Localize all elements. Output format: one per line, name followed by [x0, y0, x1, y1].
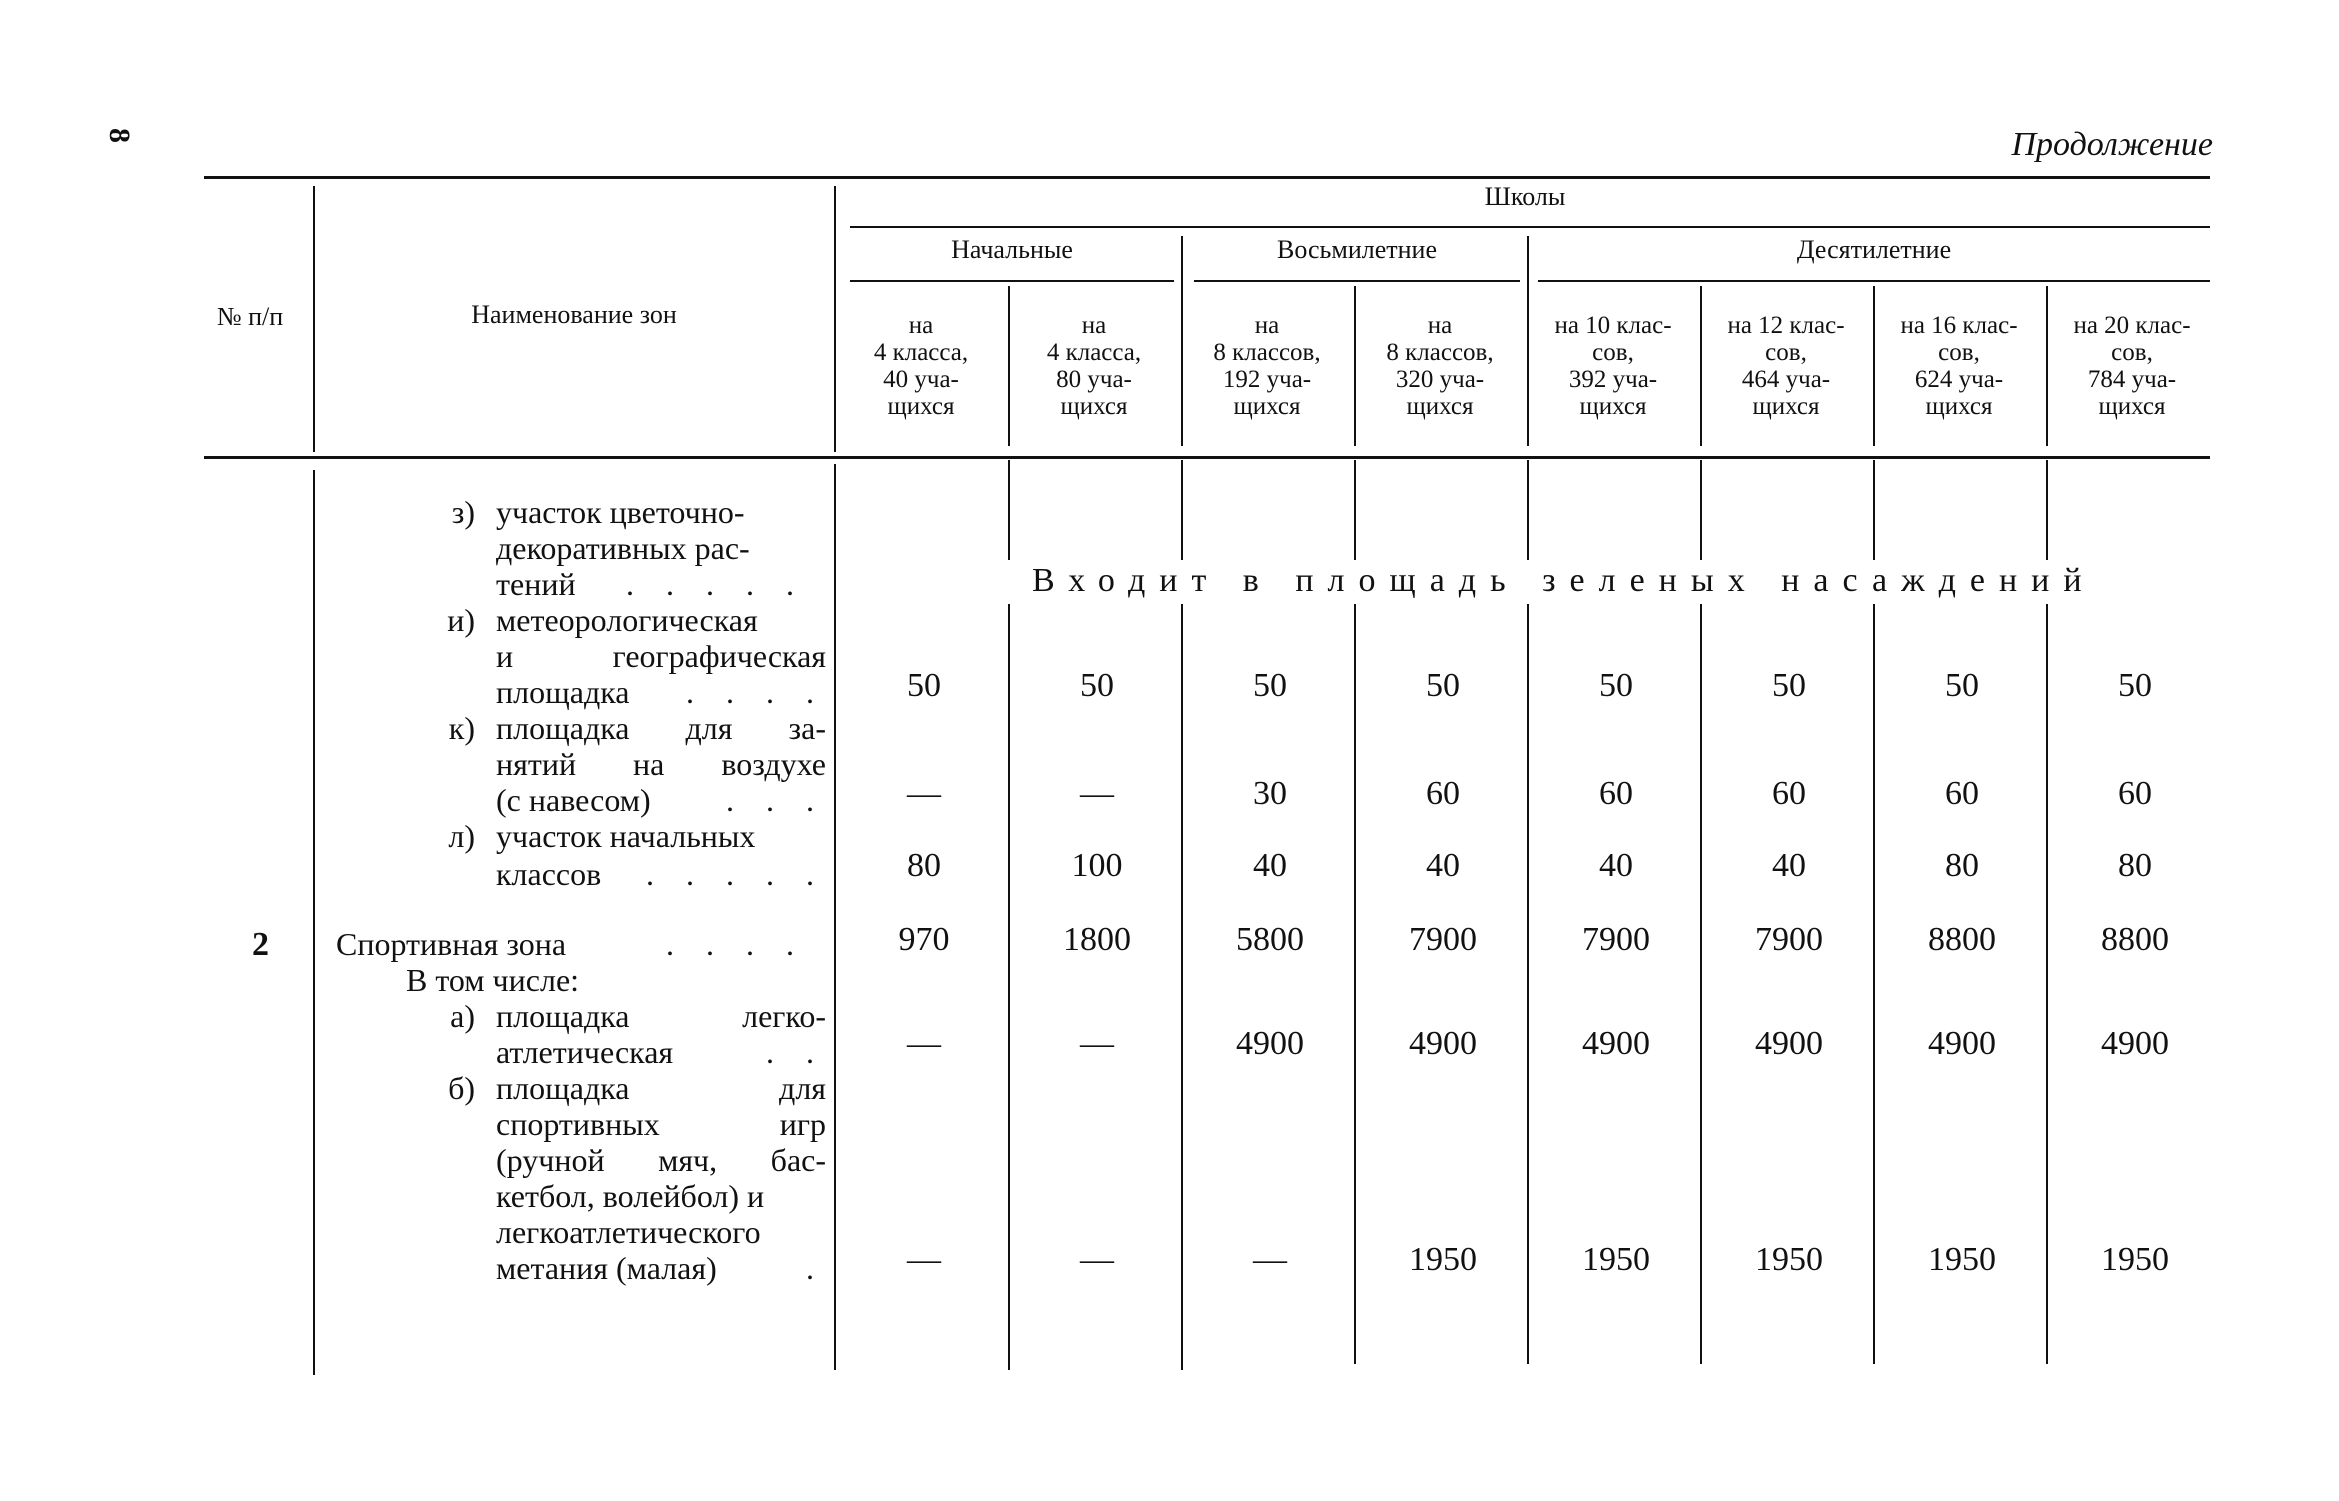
row-b-line-6: метания (малая) — [496, 1250, 717, 1286]
header-col-5: на 10 клас- сов, 392 уча- щихся — [1554, 312, 1672, 420]
cell-a-7: 4900 — [1928, 1025, 1996, 1062]
column-divider — [1527, 460, 1529, 560]
row-l-line-1: участок начальных — [496, 818, 756, 854]
header-num: № п/п — [216, 302, 284, 331]
row-mark-i: и) — [447, 602, 475, 638]
column-divider — [2046, 604, 2048, 1364]
column-divider — [1873, 604, 1875, 1364]
column-divider — [1181, 604, 1183, 1370]
row-b-line-2: спортивных игр — [496, 1106, 826, 1142]
cell-a-5: 4900 — [1582, 1025, 1650, 1062]
cell-k-8: 60 — [2118, 775, 2152, 812]
leader-dots: . . . — [726, 782, 826, 818]
header-col-2: на 4 класса, 80 уча- щихся — [1046, 312, 1142, 420]
cell-l-6: 40 — [1772, 847, 1806, 884]
cell-sport-7: 8800 — [1928, 921, 1996, 958]
row-b-line-5: легкоатлетического — [496, 1214, 761, 1250]
cell-i-6: 50 — [1772, 667, 1806, 704]
column-divider — [1873, 286, 1875, 446]
cell-sport-3: 5800 — [1236, 921, 1304, 958]
cell-k-5: 60 — [1599, 775, 1633, 812]
header-col-7: на 16 клас- сов, 624 уча- щихся — [1900, 312, 2018, 420]
cell-sport-1: 970 — [898, 921, 950, 958]
leader-dots: . . . . — [686, 674, 826, 710]
column-divider — [1354, 604, 1356, 1364]
page-number: 8 — [103, 128, 136, 143]
column-divider — [1008, 286, 1010, 446]
row-sport-line-2: В том числе: — [406, 962, 580, 998]
row-sport-line-1: Спортивная зона — [336, 926, 567, 962]
cell-k-3: 30 — [1253, 775, 1287, 812]
column-divider — [1527, 604, 1529, 1364]
column-divider — [1008, 604, 1010, 1370]
header-schools: Школы — [1484, 182, 1566, 211]
group-underline-ten-year — [1538, 280, 2210, 282]
cell-sport-6: 7900 — [1755, 921, 1823, 958]
column-divider — [834, 186, 836, 452]
header-col-1: на 4 класса, 40 уча- щихся — [873, 312, 969, 420]
header-group-eight-year: Восьмилетние — [1277, 235, 1437, 264]
group-underline-eight-year — [1194, 280, 1520, 282]
cell-sport-2: 1800 — [1063, 921, 1131, 958]
row-z-line-3: тений — [496, 566, 576, 602]
leader-dots: . — [806, 1250, 826, 1286]
column-divider — [1700, 604, 1702, 1364]
continuation-label: Продолжение — [2011, 126, 2213, 163]
table-header-bottom-rule — [204, 456, 2210, 459]
cell-l-5: 40 — [1599, 847, 1633, 884]
row-mark-a: а) — [450, 998, 475, 1034]
cell-l-7: 80 — [1945, 847, 1979, 884]
leader-dots: . . — [766, 1034, 826, 1070]
cell-l-2: 100 — [1071, 847, 1123, 884]
column-divider — [834, 464, 836, 1370]
cell-sport-4: 7900 — [1409, 921, 1477, 958]
row-mark-b: б) — [448, 1070, 475, 1106]
cell-b-2: — — [1080, 1241, 1114, 1278]
cell-b-4: 1950 — [1409, 1241, 1477, 1278]
row-b-line-3: (ручной мяч, бас- — [496, 1142, 826, 1178]
column-divider — [1354, 286, 1356, 446]
header-col-6: на 12 клас- сов, 464 уча- щихся — [1727, 312, 1845, 420]
column-divider — [313, 470, 315, 1375]
cell-b-5: 1950 — [1582, 1241, 1650, 1278]
cell-b-1: — — [907, 1241, 941, 1278]
row-k-line-3: (с навесом) — [496, 782, 651, 818]
cell-k-2: — — [1080, 775, 1114, 812]
cell-a-3: 4900 — [1236, 1025, 1304, 1062]
cell-k-4: 60 — [1426, 775, 1460, 812]
cell-i-8: 50 — [2118, 667, 2152, 704]
cell-a-1: — — [907, 1025, 941, 1062]
cell-sport-5: 7900 — [1582, 921, 1650, 958]
cell-i-4: 50 — [1426, 667, 1460, 704]
cell-l-8: 80 — [2118, 847, 2152, 884]
cell-l-3: 40 — [1253, 847, 1287, 884]
column-divider — [2046, 286, 2048, 446]
header-zone-name: Наименование зон — [471, 300, 677, 329]
row-k-line-1: площадка для за- — [496, 710, 826, 746]
row-a-line-1: площадка легко- — [496, 998, 826, 1034]
leader-dots: . . . . — [666, 926, 806, 962]
column-divider — [1008, 460, 1010, 560]
cell-i-7: 50 — [1945, 667, 1979, 704]
column-divider — [1873, 460, 1875, 560]
table-top-rule — [204, 176, 2210, 179]
cell-i-1: 50 — [907, 667, 941, 704]
cell-l-1: 80 — [907, 847, 941, 884]
cell-i-3: 50 — [1253, 667, 1287, 704]
column-divider — [1181, 460, 1183, 560]
header-group-ten-year: Десятилетние — [1796, 235, 1952, 264]
column-divider — [1700, 460, 1702, 560]
cell-l-4: 40 — [1426, 847, 1460, 884]
cell-k-6: 60 — [1772, 775, 1806, 812]
column-divider — [2046, 460, 2048, 560]
schools-underline — [850, 226, 2210, 228]
cell-b-7: 1950 — [1928, 1241, 1996, 1278]
header-col-4: на 8 классов, 320 уча- щихся — [1386, 312, 1494, 420]
cell-b-3: — — [1253, 1241, 1287, 1278]
row-mark-z: з) — [451, 494, 475, 530]
row-i-line-3: площадка — [496, 674, 630, 710]
row-mark-k: к) — [448, 710, 475, 746]
column-divider — [1700, 286, 1702, 446]
group-underline-initial — [850, 280, 1174, 282]
row-a-line-2: атлетическая — [496, 1034, 674, 1070]
row-mark-l: л) — [448, 818, 475, 854]
cell-a-2: — — [1080, 1025, 1114, 1062]
cell-a-4: 4900 — [1409, 1025, 1477, 1062]
cell-k-7: 60 — [1945, 775, 1979, 812]
cell-k-1: — — [907, 775, 941, 812]
cell-i-5: 50 — [1599, 667, 1633, 704]
cell-sport-8: 8800 — [2101, 921, 2169, 958]
cell-i-2: 50 — [1080, 667, 1114, 704]
leader-dots: . . . . . — [626, 566, 806, 602]
row-l-line-2: классов — [496, 856, 602, 892]
cell-a-8: 4900 — [2101, 1025, 2169, 1062]
cell-a-6: 4900 — [1755, 1025, 1823, 1062]
row-k-line-2: нятий на воздухе — [496, 746, 826, 782]
column-divider — [1354, 460, 1356, 560]
header-col-8: на 20 клас- сов, 784 уча- щихся — [2073, 312, 2191, 420]
merged-note-green-areas: Входит в площадь зеленых насаждений — [1032, 562, 2096, 599]
column-divider — [313, 186, 315, 452]
row-i-line-1: метеорологическая — [496, 602, 758, 638]
leader-dots: . . . . . — [646, 856, 826, 892]
row-z-line-2: декоративных рас- — [496, 530, 750, 566]
cell-b-6: 1950 — [1755, 1241, 1823, 1278]
header-group-initial: Начальные — [951, 235, 1073, 264]
column-divider — [1181, 236, 1183, 446]
row-b-line-4: кетбол, волейбол) и — [496, 1178, 765, 1214]
row-i-line-2: и географическая — [496, 638, 826, 674]
column-divider — [1527, 236, 1529, 446]
cell-b-8: 1950 — [2101, 1241, 2169, 1278]
row-z-line-1: участок цветочно- — [496, 494, 745, 530]
header-col-3: на 8 классов, 192 уча- щихся — [1213, 312, 1321, 420]
row-b-line-1: площадка для — [496, 1070, 826, 1106]
row-number-2: 2 — [252, 926, 269, 963]
